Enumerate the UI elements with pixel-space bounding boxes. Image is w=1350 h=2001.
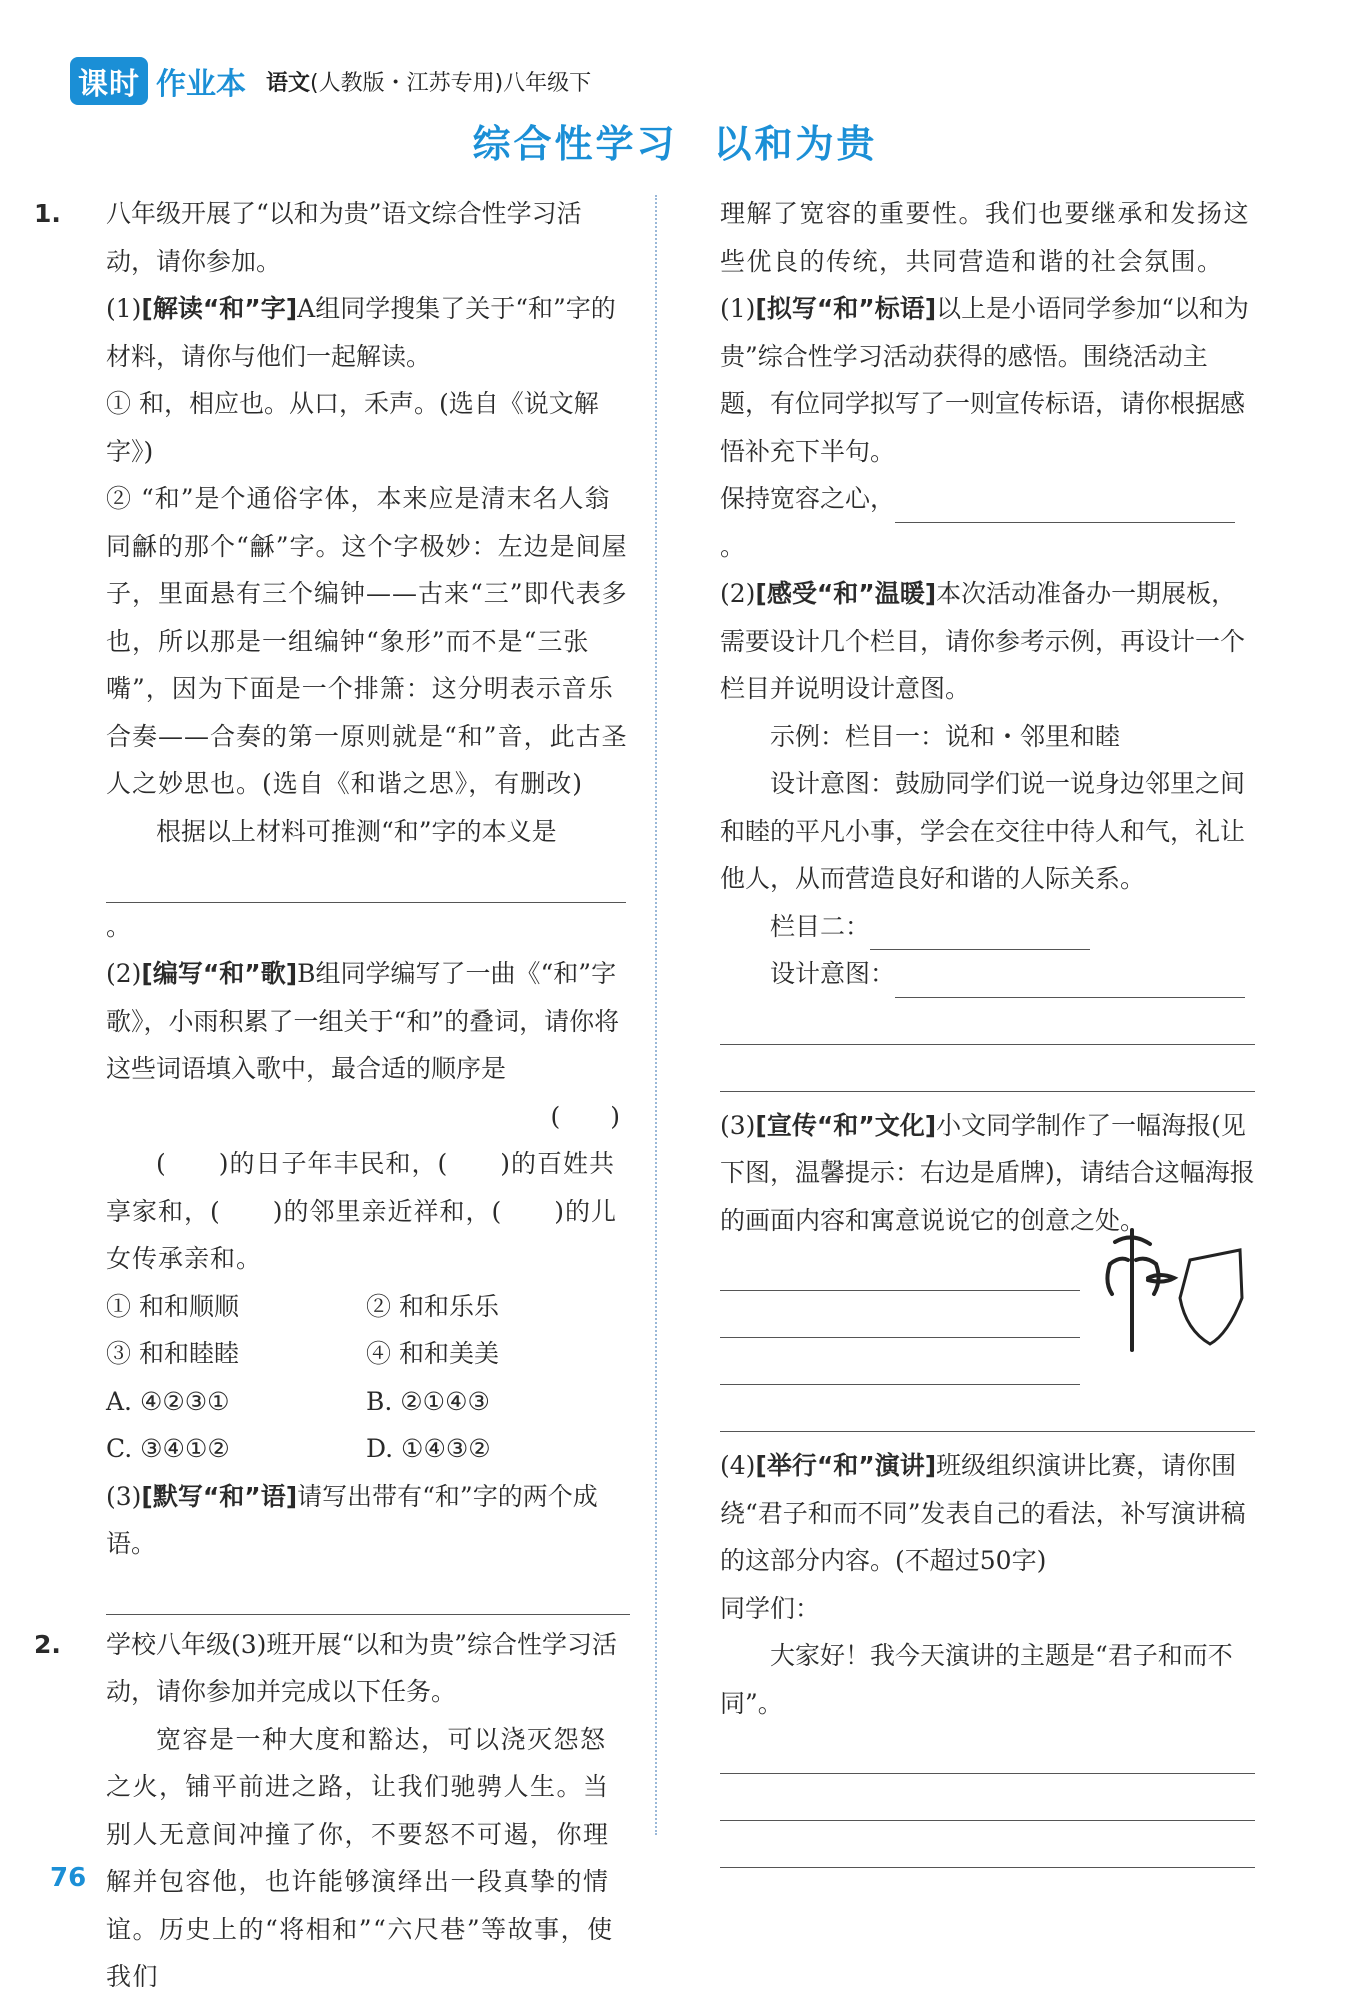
column-divider — [655, 195, 657, 1835]
speech-start: 大家好！我今天演讲的主题是“君子和而不同”。 — [720, 1641, 1233, 1718]
example-intent: 设计意图：鼓励同学们说一说身边邻里之间和睦的平凡小事，学会在交往中待人和气，礼让他人，从而营造良好和谐的人际关系。 — [720, 769, 1246, 893]
answer-line-1[interactable]: 。 — [70, 855, 630, 950]
q1-part2: (2)[编写“和”歌]B组同学编写了一曲《“和”字歌》，小雨积累了一组关于“和”的叠词，请你将这些词语填入歌中，最合适的顺序是 — [106, 959, 620, 1083]
answer-line-9[interactable] — [720, 1727, 1255, 1774]
choice-a[interactable]: A. ④②③① — [106, 1386, 230, 1416]
poster-illustration — [1090, 1222, 1260, 1352]
q2-part1: (1)[拟写“和”标语]以上是小语同学参加“以和为贵”综合性学习活动获得的感悟。围绕活动主题，有位同学拟写了一则宣传标语，请你根据感悟补充下半句。 — [720, 294, 1249, 466]
column-two[interactable]: 栏目二： — [720, 903, 1255, 951]
q1-part1-question: 根据以上材料可推测“和”字的本义是 — [156, 816, 557, 846]
right-column — [720, 190, 1255, 1868]
answer-line-4[interactable] — [720, 1045, 1255, 1092]
q2-part2: (2)[感受“和”温暖]本次活动准备办一期展板，需要设计几个栏目，请你参考示例，再设计一个栏目并说明设计意图。 — [720, 579, 1246, 703]
q2-part4: (4)[举行“和”演讲]班级组织演讲比赛，请你围绕“君子和而不同”发表自己的看法，补写演讲稿的这部分内容。(不超过50字) — [720, 1451, 1246, 1575]
word-options: ① 和和顺顺 ② 和和乐乐 ③ 和和睦睦 ④ 和和美美 A. ④②③① B. ②①④③ C. ③④①② D. ①④③② — [70, 1283, 630, 1473]
answer-paren[interactable]: ( ) — [550, 1101, 620, 1131]
passage-right: 理解了宽容的重要性。我们也要继承和发扬这些优良的传统，共同营造和谐的社会氛围。 — [720, 199, 1251, 276]
q1-part1: (1)[解读“和”字]A组同学搜集了关于“和”字的材料，请你与他们一起解读。 — [106, 294, 616, 371]
answer-line-10[interactable] — [720, 1774, 1255, 1821]
book-info: 语文(人教版・江苏专用)八年级下 — [266, 70, 592, 96]
material-2: ② “和”是个通俗字体，本来应是清末名人翁同龢的那个“龢”字。这个字极妙：左边是间屋子，里面悬有三个编钟——古来“三”即代表多也，所以那是一组编钟“象形”而不是“三张嘴”，因为下面是一个排箫：这分明表示音乐合奏——合奏的第一原则就是“和”音，此古圣人之妙思也。(选自《和谐之思》，有删改) — [106, 484, 628, 798]
choice-d[interactable]: D. ①④③② — [366, 1434, 491, 1463]
answer-line-3[interactable] — [720, 998, 1255, 1045]
passage-left: 宽容是一种大度和豁达，可以浇灭怨怒之火，铺平前进之路，让我们驰骋人生。当别人无意间冲撞了你，不要怒不可遏，你理解并包容他，也许能够演绎出一段真挚的情谊。历史上的“将相和”“六尺巷”等故事，使我们 — [106, 1724, 614, 1991]
logo: 课时 — [70, 57, 148, 105]
answer-line-6[interactable] — [720, 1291, 1080, 1338]
choice-b[interactable]: B. ②①④③ — [366, 1386, 490, 1416]
material-1: ① 和，相应也。从口，禾声。(选自《说文解字》) — [106, 389, 599, 466]
choice-c[interactable]: C. ③④①② — [106, 1434, 230, 1463]
answer-line-7[interactable] — [720, 1338, 1080, 1385]
answer-line-2[interactable] — [70, 1568, 630, 1615]
intent-two[interactable]: 设计意图： — [720, 950, 1255, 998]
speech-greeting: 同学们： — [720, 1593, 821, 1623]
q2-part3: (3)[宣传“和”文化]小文同学制作了一幅海报(见下图，温馨提示：右边是盾牌)，请结合这幅海报的画面内容和寓意说说它的创意之处。 — [720, 1110, 1255, 1235]
page-header — [70, 58, 591, 104]
q2-intro: 2. 学校八年级(3)班开展“以和为贵”综合性学习活动，请你参加并完成以下任务。 — [34, 1629, 617, 1706]
q1-intro: 1. 八年级开展了“以和为贵”语文综合性学习活动，请你参加。 — [34, 199, 582, 276]
slogan-line[interactable]: 保持宽容之心，。 — [720, 475, 1255, 570]
answer-line-11[interactable] — [720, 1821, 1255, 1868]
example-column: 示例：栏目一：说和・邻里和睦 — [770, 721, 1121, 751]
page-number: 76 — [50, 1863, 87, 1893]
song-lyrics: ( )的日子年丰民和，( )的百姓共享家和，( )的邻里亲近祥和，( )的儿女传承亲和。 — [106, 1149, 618, 1273]
answer-line-8[interactable] — [720, 1385, 1255, 1432]
brand: 作业本 — [156, 67, 246, 102]
page-title: 综合性学习 以和为贵 — [472, 122, 878, 166]
q1-part3: (3)[默写“和”语]请写出带有“和”字的两个成语。 — [106, 1481, 598, 1558]
answer-line-5[interactable] — [720, 1244, 1080, 1291]
